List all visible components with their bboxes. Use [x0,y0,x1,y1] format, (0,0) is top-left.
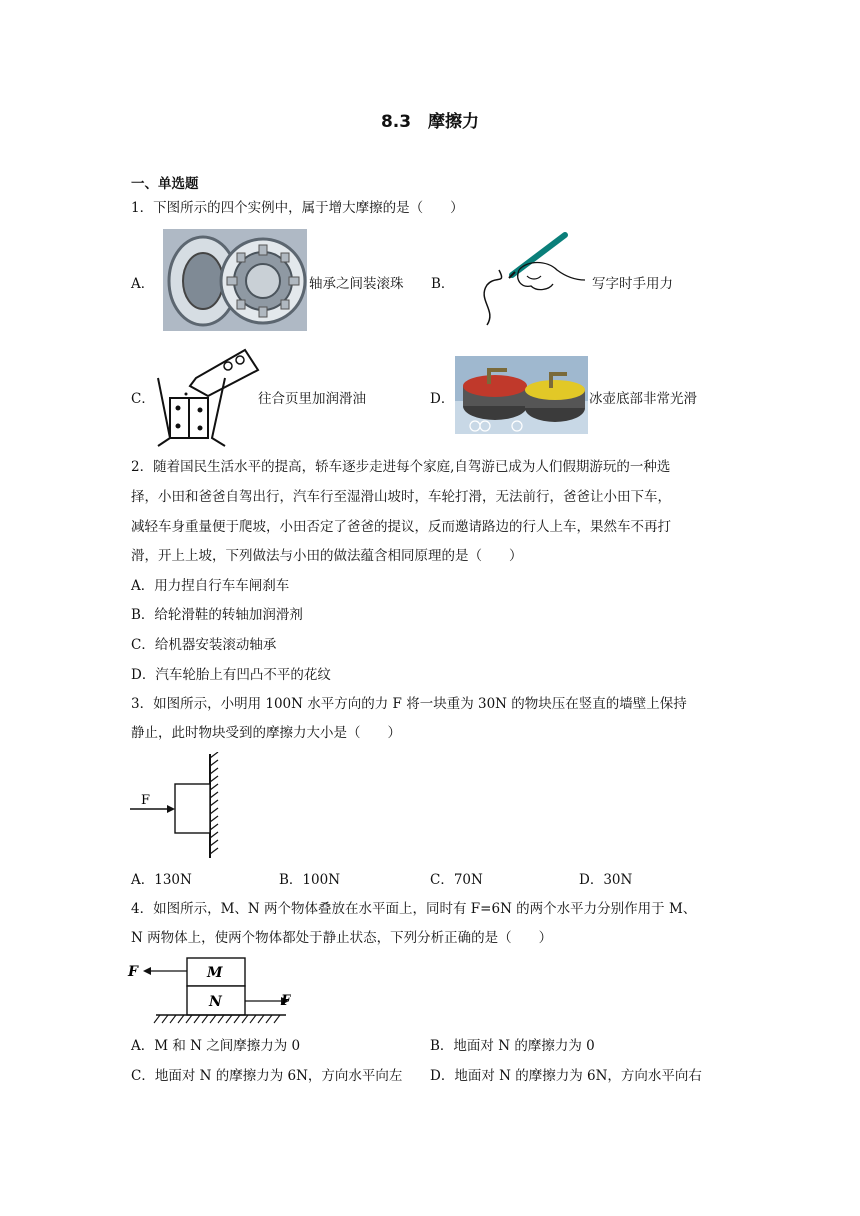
q2-stem-line: 减轻车身重量便于爬坡，小田否定了爸爸的提议，反而邀请路边的行人上车，果然车不再打 [131,519,671,535]
stacked-blocks-diagram [126,955,291,1030]
hinge-oil-image [150,338,260,448]
force-label-left: F [128,964,138,980]
q4-option-a: A．M 和 N 之间摩擦力为 0 [131,1038,301,1054]
section-heading: 一、单选题 [131,176,199,192]
q2-option-c: C．给机器安装滚动轴承 [131,637,277,653]
q4-option-b: B．地面对 N 的摩擦力为 0 [430,1038,595,1054]
q3-option-b: B．100N [279,872,341,888]
q1-option-d-text: 冰壶底部非常光滑 [589,391,697,407]
bearing-image [163,229,307,331]
q4-stem-line: 4．如图所示，M、N 两个物体叠放在水平面上，同时有 F=6N 的两个水平力分别作用于 M、 [131,901,697,917]
q1-option-a-text: 轴承之间装滚珠 [309,276,404,292]
wall-block-diagram [128,752,228,862]
q4-option-c: C．地面对 N 的摩擦力为 6N，方向水平向左 [131,1068,403,1084]
q3-option-c: C．70N [430,872,483,888]
q2-stem-line: 择，小田和爸爸自驾出行，汽车行至湿滑山坡时，车轮打滑，无法前行，爸爸让小田下车， [131,489,671,505]
page-title: 8.3 摩擦力 [380,112,480,132]
q1-stem: 1．下图所示的四个实例中，属于增大摩擦的是（ ） [131,200,464,216]
q4-stem-line: N 两物体上，使两个物体都处于静止状态，下列分析正确的是（ ） [131,930,553,946]
q2-stem-line: 滑，开上上坡，下列做法与小田的做法蕴含相同原理的是（ ） [131,548,523,564]
q2-stem-line: 2．随着国民生活水平的提高，轿车逐步走进每个家庭,自驾游已成为人们假期游玩的一种选 [131,459,671,475]
q1-option-c-text: 往合页里加润滑油 [258,391,366,407]
q1-option-b-letter: B． [431,276,455,292]
q1-option-c-letter: C． [131,391,155,407]
q3-option-a: A．130N [131,872,192,888]
q2-option-b: B．给轮滑鞋的转轴加润滑剂 [131,607,303,623]
q1-option-a-letter: A． [131,276,155,292]
hand-writing-image [457,230,587,330]
force-label-right: F [281,993,291,1009]
force-label-f: F [141,793,151,808]
block-label-m: M [207,965,223,981]
q3-option-d: D．30N [579,872,633,888]
q3-stem-line: 3．如图所示，小明用 100N 水平方向的力 F 将一块重为 30N 的物块压在竖直的墙壁上保持 [131,696,687,712]
curling-stone-image [455,356,588,434]
q1-option-d-letter: D． [430,391,455,407]
q2-option-a: A．用力捏自行车车闸刹车 [131,578,290,594]
block-label-n: N [209,994,222,1010]
q2-option-d: D．汽车轮胎上有凹凸不平的花纹 [131,667,331,683]
q3-stem-line: 静止，此时物块受到的摩擦力大小是（ ） [131,725,401,741]
q1-option-b-text: 写字时手用力 [592,276,673,292]
q4-option-d: D．地面对 N 的摩擦力为 6N，方向水平向右 [430,1068,702,1084]
